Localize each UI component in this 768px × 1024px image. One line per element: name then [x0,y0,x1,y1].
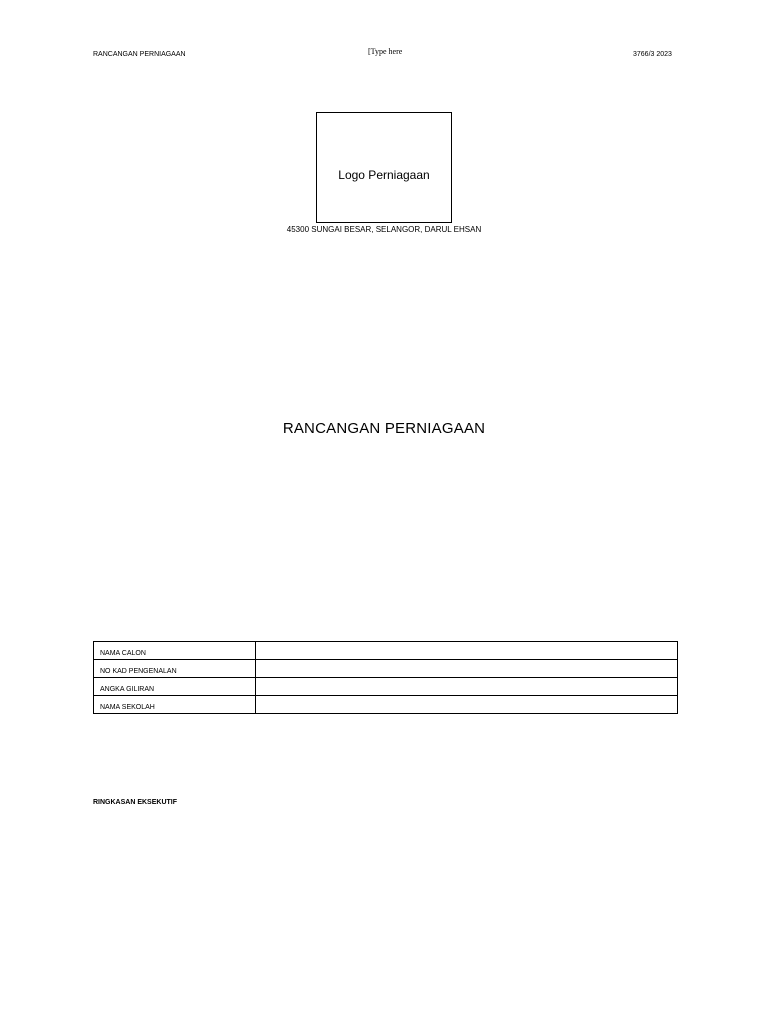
logo-placeholder-box[interactable] [316,112,452,223]
address-line-2: 45300 SUNGAI BESAR, SELANGOR, DARUL EHSAN [286,225,482,234]
row-value-angka-giliran[interactable] [256,678,678,696]
document-title: RANCANGAN PERNIAGAAN [282,420,486,437]
table-row [94,678,678,696]
row-label-nama-calon: NAMA CALON [94,642,256,660]
row-label-nama-sekolah: NAMA SEKOLAH [94,696,256,714]
header-left-text: RANCANGAN PERNIAGAAN [93,51,186,58]
table-row [94,696,678,714]
row-label-angka-giliran: ANGKA GILIRAN [94,678,256,696]
row-value-no-kad-pengenalan[interactable] [256,660,678,678]
row-label-no-kad-pengenalan: NO KAD PENGENALAN [94,660,256,678]
logo-placeholder-label: Logo Perniagaan [338,168,430,182]
header-right-text: 3766/3 2023 [633,51,672,58]
row-value-nama-sekolah[interactable] [256,696,678,714]
row-value-nama-calon[interactable] [256,642,678,660]
header-placeholder-text[interactable]: [Type here [368,47,403,56]
candidate-info-table [93,641,678,714]
executive-summary-heading: RINGKASAN EKSEKUTIF [93,799,178,806]
table-row [94,642,678,660]
table-row [94,660,678,678]
